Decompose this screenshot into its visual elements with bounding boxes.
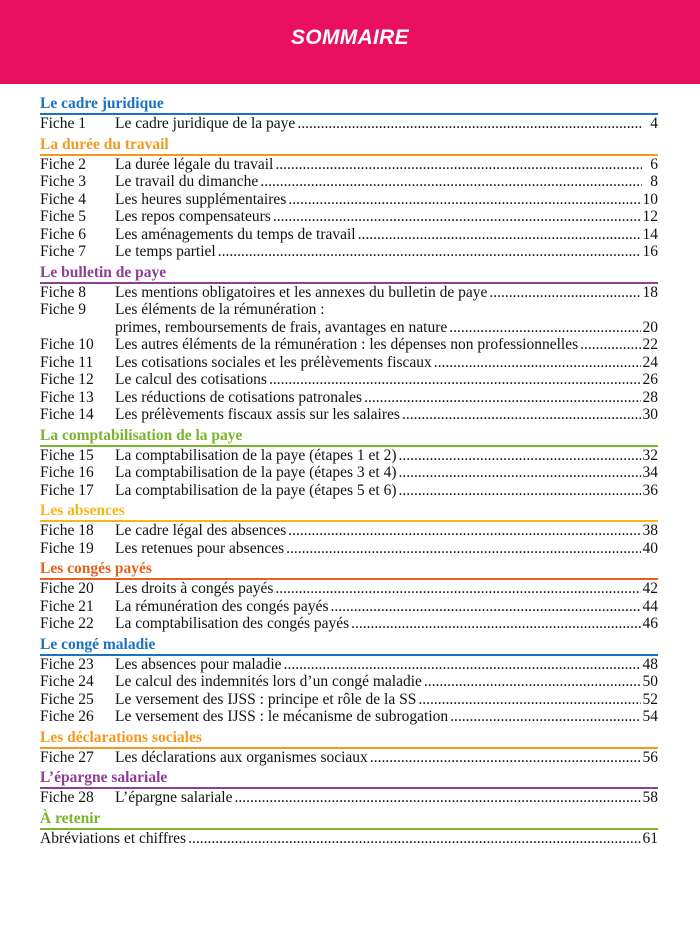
section-heading: À retenir: [40, 808, 658, 830]
entry-title: Le temps partiel: [115, 243, 216, 260]
toc-entry[interactable]: [40, 191, 658, 209]
toc-entry[interactable]: [40, 673, 658, 691]
entry-title: La durée légale du travail: [115, 155, 274, 173]
page-number: 4: [650, 115, 658, 132]
entry-title: La comptabilisation des congés payés: [115, 615, 350, 632]
toc-entry[interactable]: [40, 447, 658, 465]
toc-entry[interactable]: [40, 522, 658, 540]
entry-title: La comptabilisation de la paye (étapes 3 et 4): [115, 464, 397, 481]
toc-entry[interactable]: [40, 464, 658, 482]
header-banner: [0, 0, 700, 84]
leader-dots: [402, 406, 641, 424]
fiche-number: Fiche 2: [40, 155, 87, 173]
leader-dots: [269, 371, 641, 389]
entry-title: Les mentions obligatoires et les annexes du bulletin de paye: [115, 283, 488, 301]
fiche-number: Fiche 22: [40, 615, 94, 632]
fiche-number: Fiche 5: [40, 208, 87, 225]
entry-title: L’épargne salariale: [115, 789, 233, 806]
toc-entry[interactable]: [40, 371, 658, 389]
page-number: 14: [642, 225, 658, 243]
page-number: 12: [642, 208, 658, 225]
section-heading: Le congé maladie: [40, 634, 658, 656]
toc-entry[interactable]: [40, 598, 658, 616]
toc-entry[interactable]: [40, 336, 658, 354]
fiche-number: Fiche 21: [40, 597, 94, 615]
entry-title: La rémunération des congés payés: [115, 597, 329, 615]
section-heading: Les absences: [40, 500, 658, 522]
entry-title: Le calcul des cotisations: [115, 371, 267, 388]
page-number: 54: [642, 708, 658, 725]
toc-entry[interactable]: [40, 482, 658, 500]
fiche-number: Fiche 19: [40, 539, 94, 557]
entry-title: Le versement des IJSS : le mécanisme de subrogation: [115, 708, 449, 725]
page-number: 50: [642, 673, 658, 690]
page-number: 22: [642, 336, 658, 353]
toc-entry[interactable]: [40, 691, 658, 709]
leader-dots: [449, 319, 640, 337]
page-number: 18: [642, 283, 658, 301]
fiche-number: Fiche 25: [40, 690, 94, 708]
page-number: 48: [642, 655, 658, 673]
section-heading: La comptabilisation de la paye: [40, 425, 658, 447]
fiche-number: Fiche 9: [40, 301, 87, 318]
entry-title: Le versement des IJSS : principe et rôle de la SS: [115, 690, 417, 708]
entry-title: Le travail du dimanche: [115, 173, 259, 190]
fiche-number: Fiche 26: [40, 708, 94, 725]
entry-title: Le calcul des indemnités lors d’un congé maladie: [115, 673, 422, 690]
entry-title: Les retenues pour absences: [115, 539, 285, 557]
leader-dots: [434, 354, 641, 372]
toc-entry[interactable]: [40, 656, 658, 674]
entry-title-continued: primes, remboursements de frais, avantages en nature: [115, 318, 448, 336]
section-heading: La durée du travail: [40, 134, 658, 156]
toc-entry[interactable]: [40, 226, 658, 244]
entry-title: Le cadre juridique de la paye: [115, 115, 296, 132]
entry-title: La comptabilisation de la paye (étapes 1 et 2): [115, 446, 397, 464]
page-number: 58: [642, 789, 658, 806]
page-number: 46: [642, 615, 658, 632]
entry-title: Les cotisations sociales et les prélèvements fiscaux: [115, 353, 432, 371]
entry-title: Les droits à congés payés: [115, 580, 274, 597]
fiche-number: Fiche 8: [40, 283, 87, 301]
leader-dots: [288, 191, 640, 209]
fiche-number: Fiche 24: [40, 673, 94, 690]
section-heading: Les congés payés: [40, 558, 658, 580]
page-number: 20: [642, 318, 658, 336]
leader-dots: [297, 115, 642, 133]
leader-dots: [218, 243, 641, 261]
entry-title: Abréviations et chiffres: [40, 829, 187, 847]
leader-dots: [370, 749, 641, 767]
page-number: 42: [642, 580, 658, 597]
leader-dots: [288, 522, 640, 540]
section-heading: Le cadre juridique: [40, 93, 658, 115]
leader-dots: [188, 830, 640, 848]
page-number: 40: [642, 539, 658, 557]
leader-dots: [418, 691, 640, 709]
toc-entry[interactable]: [40, 540, 658, 558]
entry-title: Les heures supplémentaires: [115, 190, 287, 208]
fiche-number: Fiche 6: [40, 225, 87, 243]
page-number: 44: [642, 597, 658, 615]
leader-dots: [489, 284, 640, 302]
page-number: 16: [642, 243, 658, 260]
leader-dots: [275, 156, 642, 174]
toc-entry[interactable]: [40, 156, 658, 174]
page-number: 52: [642, 690, 658, 708]
fiche-number: Fiche 10: [40, 336, 94, 353]
page-number: 56: [642, 748, 658, 766]
leader-dots: [424, 673, 641, 691]
toc-entry[interactable]: [40, 580, 658, 598]
entry-title: Le cadre légal des absences: [115, 522, 287, 539]
leader-dots: [580, 336, 640, 354]
section-heading: Les déclarations sociales: [40, 727, 658, 749]
leader-dots: [398, 447, 640, 465]
toc-entry[interactable]: [40, 389, 658, 407]
fiche-number: Fiche 17: [40, 481, 94, 499]
page-number: 34: [642, 464, 658, 481]
leader-dots: [234, 789, 640, 807]
entry-title: Les déclarations aux organismes sociaux: [115, 748, 368, 766]
entry-title: La comptabilisation de la paye (étapes 5 et 6): [115, 481, 397, 499]
leader-dots: [358, 226, 641, 244]
table-of-contents: [40, 92, 658, 847]
entry-title: Les repos compensateurs: [115, 208, 271, 225]
toc-entry[interactable]: [40, 749, 658, 767]
leader-dots: [275, 580, 640, 598]
fiche-number: Fiche 3: [40, 173, 87, 190]
toc-entry[interactable]: [40, 284, 658, 302]
page-number: 38: [642, 522, 658, 539]
fiche-number: Fiche 12: [40, 371, 94, 388]
fiche-number: Fiche 14: [40, 406, 94, 423]
fiche-number: Fiche 7: [40, 243, 87, 260]
entry-title: Les éléments de la rémunération :: [115, 301, 325, 318]
leader-dots: [351, 615, 640, 633]
page-number: 28: [642, 388, 658, 406]
toc-entry[interactable]: [40, 406, 658, 424]
fiche-number: Fiche 4: [40, 190, 87, 208]
leader-dots: [398, 482, 640, 500]
entry-title: Les autres éléments de la rémunération : les dépenses non professionnelles: [115, 336, 579, 353]
toc-entry[interactable]: [40, 789, 658, 807]
page-number: 24: [642, 353, 658, 371]
toc-entry[interactable]: [40, 615, 658, 633]
fiche-number: Fiche 11: [40, 353, 94, 371]
fiche-number: Fiche 16: [40, 464, 94, 481]
page-number: 36: [642, 481, 658, 499]
leader-dots: [398, 464, 640, 482]
leader-dots: [330, 598, 640, 616]
leader-dots: [260, 173, 642, 191]
fiche-number: Fiche 15: [40, 446, 94, 464]
leader-dots: [450, 708, 640, 726]
fiche-number: Fiche 13: [40, 388, 94, 406]
page-number: 32: [642, 446, 658, 464]
page-number: 8: [650, 173, 658, 190]
toc-entry[interactable]: [40, 243, 658, 261]
leader-dots: [286, 540, 640, 558]
leader-dots: [273, 208, 641, 226]
page-number: 10: [642, 190, 658, 208]
toc-entry[interactable]: [40, 301, 658, 336]
section-heading: L’épargne salariale: [40, 767, 658, 789]
leader-dots: [284, 656, 641, 674]
leader-dots: [364, 389, 640, 407]
fiche-number: Fiche 18: [40, 522, 94, 539]
toc-entry[interactable]: [40, 830, 658, 848]
toc-entry[interactable]: [40, 173, 658, 191]
fiche-number: Fiche 23: [40, 655, 94, 673]
page-number: 6: [650, 155, 658, 173]
page-title: SOMMAIRE: [291, 26, 409, 49]
entry-title: Les prélèvements fiscaux assis sur les salaires: [115, 406, 400, 423]
page-number: 26: [642, 371, 658, 388]
toc-entry[interactable]: [40, 208, 658, 226]
toc-entry[interactable]: [40, 115, 658, 133]
fiche-number: Fiche 27: [40, 748, 94, 766]
toc-entry[interactable]: [40, 708, 658, 726]
fiche-number: Fiche 1: [40, 115, 87, 132]
fiche-number: Fiche 28: [40, 789, 94, 806]
toc-entry[interactable]: [40, 354, 658, 372]
page-number: 61: [642, 829, 658, 847]
page-number: 30: [642, 406, 658, 423]
section-heading: Le bulletin de paye: [40, 262, 658, 284]
entry-title: Les réductions de cotisations patronales: [115, 388, 363, 406]
fiche-number: Fiche 20: [40, 580, 94, 597]
entry-title: Les aménagements du temps de travail: [115, 225, 356, 243]
entry-title: Les absences pour maladie: [115, 655, 282, 673]
